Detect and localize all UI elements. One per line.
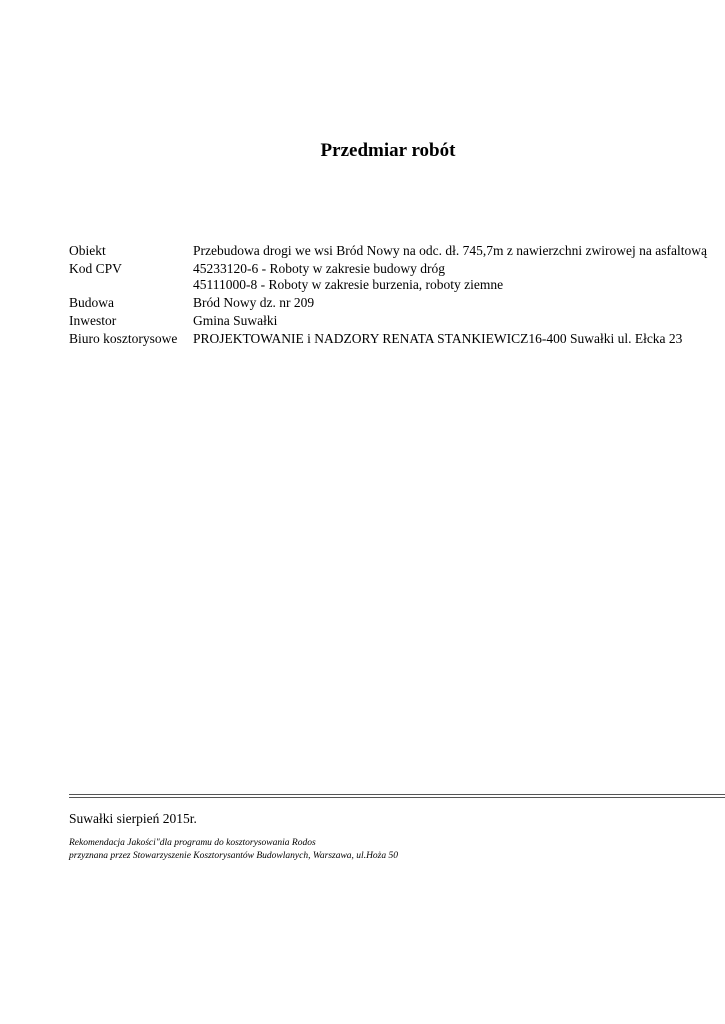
budowa-value: Bród Nowy dz. nr 209: [193, 295, 315, 310]
software-note: przyznana przez Stowarzyszenie Kosztorysantów Budowlanych, Warszawa, ul.Hoża 50: [69, 851, 399, 861]
kod-cpv-label: Kod CPV: [69, 261, 122, 276]
info-row-inwestor: [69, 313, 725, 329]
info-row-obiekt: [69, 243, 725, 259]
info-row-budowa: [69, 295, 725, 311]
inwestor-label: Inwestor: [69, 313, 117, 328]
document-title: Przedmiar robót: [320, 140, 456, 161]
kod-cpv-line: 45111000-8 - Roboty w zakresie burzenia, roboty ziemne: [193, 277, 504, 292]
footer-divider: [69, 794, 725, 795]
software-note: Rekomendacja Jakości"dla programu do kosztorysowania Rodos: [69, 838, 316, 848]
info-row-biuro: [69, 331, 725, 347]
place-date: Suwałki sierpień 2015r.: [69, 811, 197, 826]
footer-divider: [69, 797, 725, 798]
obiekt-label: Obiekt: [69, 243, 106, 258]
project-info-table: [69, 243, 725, 349]
inwestor-value: Gmina Suwałki: [193, 313, 278, 328]
kod-cpv-value: [193, 261, 503, 293]
obiekt-value: Przebudowa drogi we wsi Bród Nowy na odc. dł. 745,7m z nawierzchni zwirowej na asfaltową: [193, 243, 707, 258]
budowa-label: Budowa: [69, 295, 114, 310]
kod-cpv-line: 45233120-6 - Roboty w zakresie budowy dróg: [193, 261, 445, 276]
info-row-kod-cpv: [69, 261, 725, 293]
biuro-value: PROJEKTOWANIE i NADZORY RENATA STANKIEWICZ16-400 Suwałki ul. Ełcka 23: [193, 331, 683, 346]
biuro-label: Biuro kosztorysowe: [69, 331, 178, 346]
